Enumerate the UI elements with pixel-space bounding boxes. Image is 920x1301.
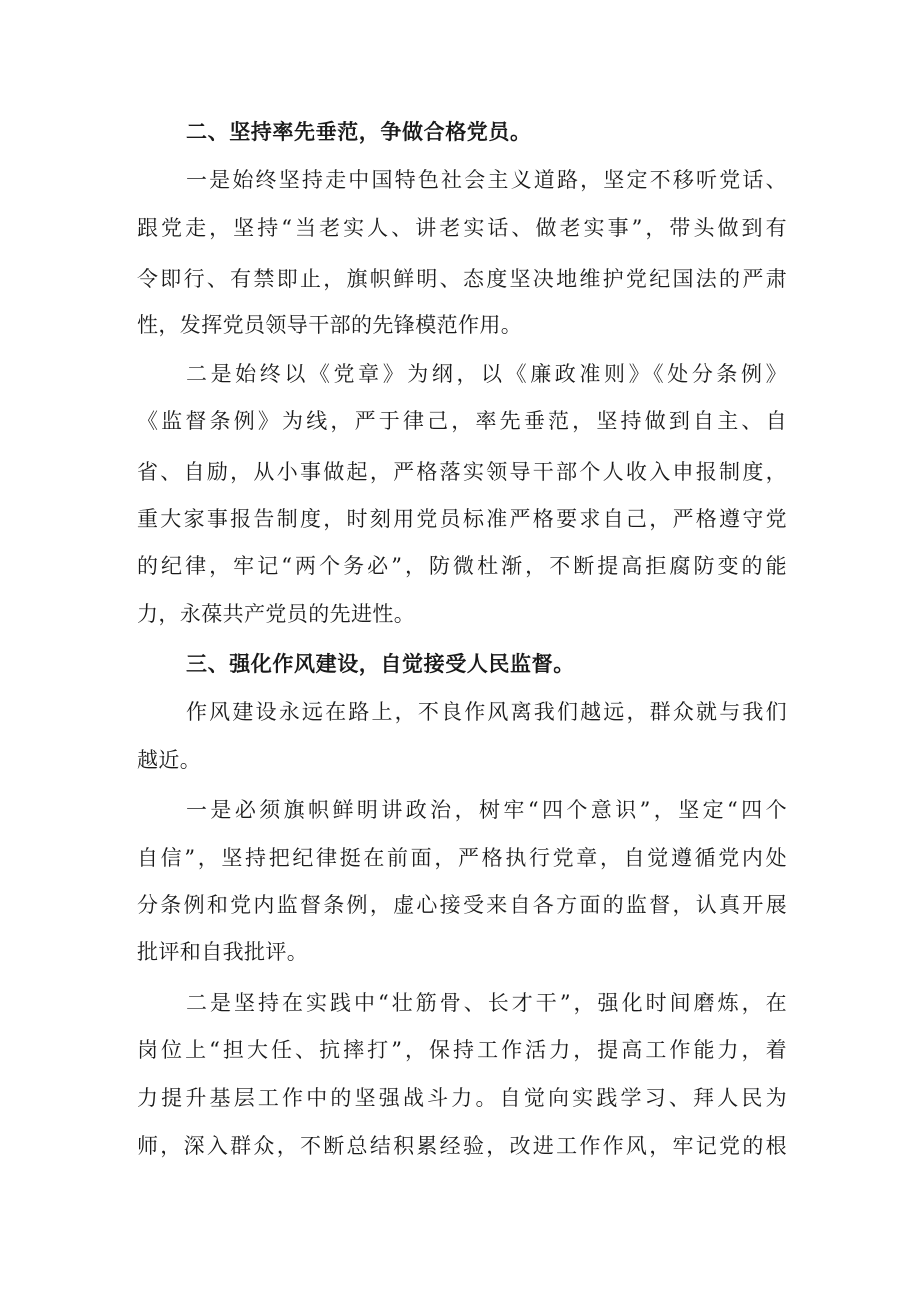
paragraph-line: 自信”，坚持把纪律挺在前面，严格执行党章，自觉遵循党内处 <box>137 846 787 870</box>
paragraph-line: 《监督条例》为线，严于律己，率先垂范，坚持做到自主、自 <box>137 409 787 433</box>
paragraph-line: 批评和自我批评。 <box>137 940 309 964</box>
paragraph-line: 力，永葆共产党员的先进性。 <box>137 602 416 626</box>
section-heading-three: 三、强化作风建设，自觉接受人民监督。 <box>186 652 575 676</box>
paragraph-line: 越近。 <box>137 748 202 772</box>
paragraph-line: 力提升基层工作中的坚强战斗力。自觉向实践学习、拜人民为 <box>137 1086 787 1110</box>
paragraph-line: 一是始终坚持走中国特色社会主义道路，坚定不移听党话、 <box>186 168 787 192</box>
paragraph-line: 岗位上“担大任、抗摔打”，保持工作活力，提高工作能力，着 <box>137 1038 787 1062</box>
paragraph-line: 师，深入群众，不断总结积累经验，改进工作作风，牢记党的根 <box>137 1134 787 1158</box>
paragraph-line: 二是坚持在实践中“壮筋骨、长才干”，强化时间磨炼，在 <box>186 991 787 1015</box>
paragraph-line: 跟党走，坚持“当老实人、讲老实话、做老实事”，带头做到有 <box>137 216 787 240</box>
paragraph-line: 的纪律，牢记“两个务必”，防微杜渐，不断提高拒腐防变的能 <box>137 554 787 578</box>
paragraph-line: 分条例和党内监督条例，虚心接受来自各方面的监督，认真开展 <box>137 893 787 917</box>
paragraph-line: 性，发挥党员领导干部的先锋模范作用。 <box>137 313 523 337</box>
paragraph-line: 重大家事报告制度，时刻用党员标准严格要求自己，严格遵守党 <box>137 507 787 531</box>
paragraph-line: 作风建设永远在路上，不良作风离我们越远，群众就与我们 <box>186 700 787 724</box>
paragraph-line: 令即行、有禁即止，旗帜鲜明、态度坚决地维护党纪国法的严肃 <box>137 267 787 291</box>
section-heading-two: 二、坚持率先垂范，争做合格党员。 <box>186 120 532 144</box>
paragraph-line: 二是始终以《党章》为纲，以《廉政准则》《处分条例》 <box>186 362 787 386</box>
paragraph-line: 省、自励，从小事做起，严格落实领导干部个人收入申报制度， <box>137 460 787 484</box>
paragraph-line: 一是必须旗帜鲜明讲政治，树牢“四个意识”，坚定“四个 <box>186 798 787 822</box>
